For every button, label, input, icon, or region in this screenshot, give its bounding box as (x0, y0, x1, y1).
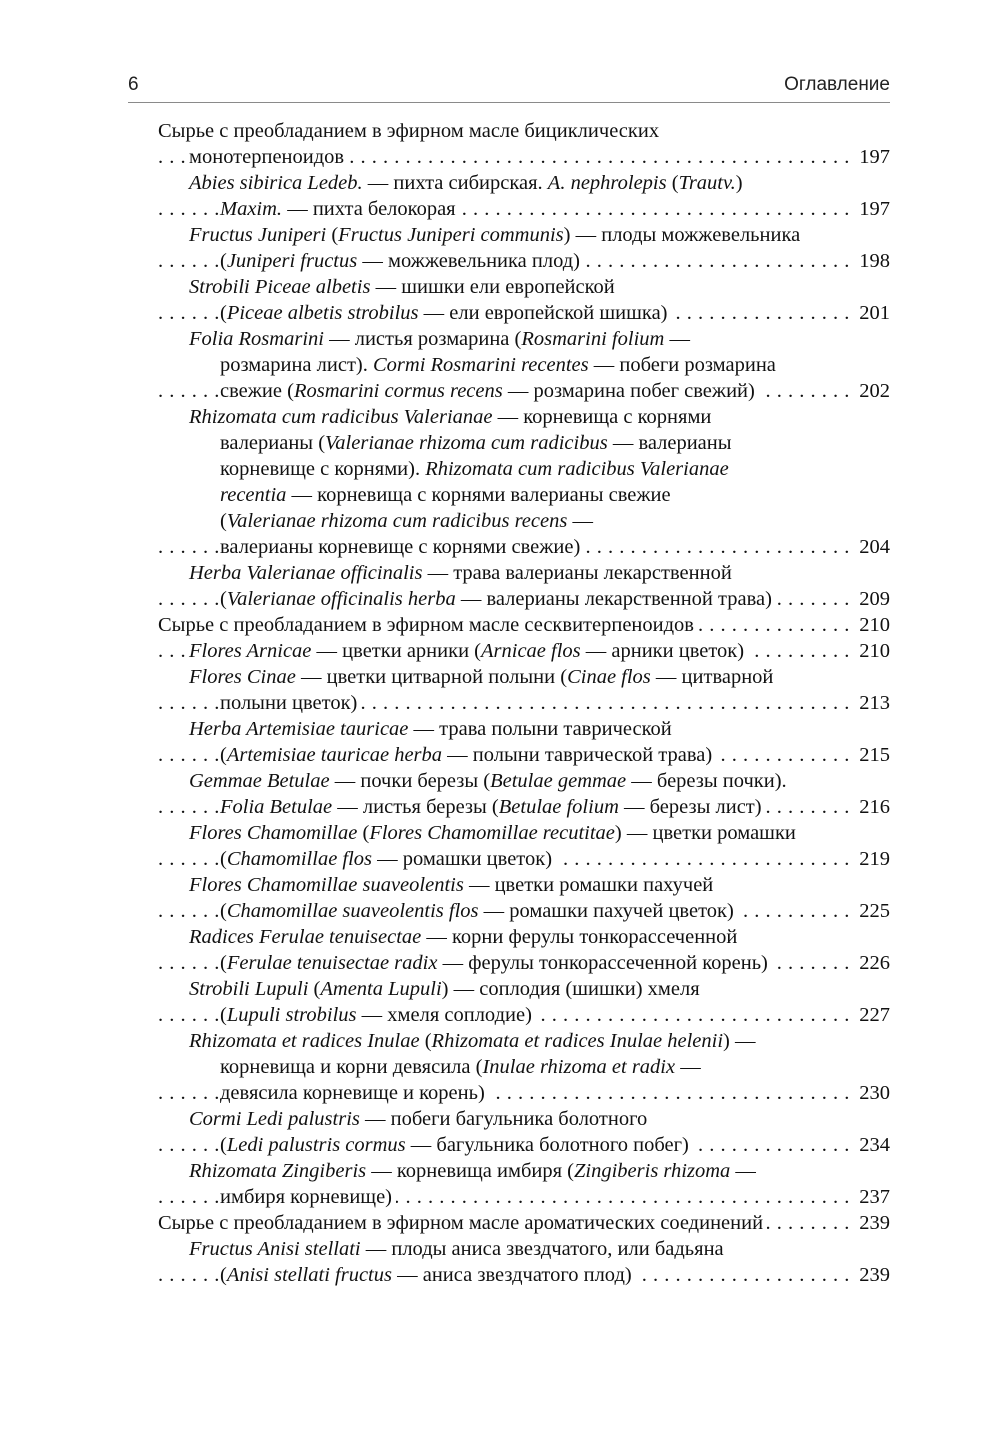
toc-entry-text (220, 1186, 396, 1208)
latin-term: Maxim. (220, 198, 283, 220)
toc-page-number: 239 (853, 1210, 890, 1236)
latin-term: Flores Chamomillae suaveolentis (189, 874, 464, 896)
toc-line (158, 144, 890, 170)
entry-text: — листья березы ( (332, 796, 499, 818)
entry-text: — цитварной (650, 666, 774, 688)
latin-term: Betulae gemmae (490, 770, 627, 792)
toc-entry-text (220, 1056, 705, 1078)
toc-page-number: 197 (853, 144, 890, 170)
latin-term: Fructus Juniperi communis (338, 224, 564, 246)
toc-entry-text (220, 1134, 693, 1156)
toc-line (158, 690, 890, 716)
entry-text: — багульника болотного побег) (405, 1134, 689, 1156)
toc-line (158, 1080, 890, 1106)
toc-line (158, 768, 890, 794)
entry-text: валерианы корневище с корнями свежие) (220, 536, 581, 558)
toc-line (158, 742, 890, 768)
entry-text: — цветки арники ( (311, 640, 481, 662)
toc-page-number: 219 (853, 846, 890, 872)
toc-entry-text (189, 1108, 651, 1130)
toc-entry-text (220, 848, 556, 870)
running-title: Оглавление (784, 74, 890, 95)
latin-term: Herba Valerianae officinalis (189, 562, 423, 584)
entry-text: — (730, 1160, 756, 1182)
entry-text: ) (735, 172, 743, 194)
toc-entry-text (220, 198, 460, 220)
toc-entry-text (189, 770, 791, 792)
toc-entry-text (220, 380, 759, 402)
latin-term: Valerianae officinalis herba (226, 588, 456, 610)
toc-line (158, 976, 890, 1002)
latin-term: Rhizomata cum radicibus Valerianae (425, 458, 729, 480)
latin-term: Strobili Lupuli (189, 978, 309, 1000)
entry-text: корневище с корнями). (220, 458, 426, 480)
latin-term: Juniperi fructus (226, 250, 358, 272)
latin-term: Flores Chamomillae recutitae (369, 822, 615, 844)
toc-line (158, 612, 890, 638)
toc-page-number: 237 (853, 1184, 890, 1210)
latin-term: Inulae rhizoma et radix (482, 1056, 676, 1078)
toc-line (158, 898, 890, 924)
entry-text: ) — (723, 1030, 756, 1052)
latin-term: Valerianae rhizoma cum radicibus (325, 432, 608, 454)
latin-term: Cinae flos (567, 666, 651, 688)
latin-term: Piceae albetis strobilus (226, 302, 419, 324)
toc-page-number: 230 (853, 1080, 890, 1106)
toc-entry-text (189, 328, 694, 350)
latin-term: Strobili Piceae albetis (189, 276, 371, 298)
toc-entry-text (158, 1212, 767, 1234)
entry-text: — корневища с корнями (492, 406, 712, 428)
toc-entry-text (220, 796, 766, 818)
toc-line (158, 1184, 890, 1210)
entry-text: ( (220, 952, 227, 974)
latin-term: Amenta Lupuli (320, 978, 442, 1000)
latin-term: Chamomillae flos (226, 848, 373, 870)
toc-entry-text (189, 224, 804, 246)
toc-entry-text (189, 666, 777, 688)
entry-text: — трава полыни таврической (408, 718, 672, 740)
entry-text: ( (666, 172, 679, 194)
toc-line (158, 586, 890, 612)
entry-text: — корневища с корнями валерианы свежие (286, 484, 671, 506)
toc-line (158, 482, 890, 508)
entry-text: ) — соплодия (шишки) хмеля (441, 978, 700, 1000)
toc-line (158, 1106, 890, 1132)
toc-entry-text (189, 978, 704, 1000)
toc-line (158, 1054, 890, 1080)
toc-entry-text (220, 692, 361, 714)
toc-page-number: 213 (853, 690, 890, 716)
entry-text: — ромашки цветок) (372, 848, 553, 870)
entry-text: — ромашки пахучей цветок) (478, 900, 734, 922)
toc-line (158, 508, 890, 534)
running-header (128, 72, 890, 103)
entry-text: — арники цветок) (580, 640, 745, 662)
entry-text: — корневища имбиря ( (366, 1160, 574, 1182)
toc-page-number: 216 (853, 794, 890, 820)
toc-entry-text (189, 718, 676, 740)
latin-term: Zingiberis rhizoma (574, 1160, 731, 1182)
toc-page-number: 215 (853, 742, 890, 768)
toc-entry-text (189, 276, 619, 298)
entry-text: девясила корневище и корень) (220, 1082, 485, 1104)
latin-term: Flores Arnicae (189, 640, 312, 662)
toc-entry-text (189, 640, 748, 662)
latin-term: Cormi Ledi palustris (189, 1108, 360, 1130)
latin-term: Rhizomata et radices Inulae (189, 1030, 420, 1052)
toc-line (158, 924, 890, 950)
latin-term: Rosmarini folium (521, 328, 665, 350)
toc-page-number: 225 (853, 898, 890, 924)
toc-page-number: 198 (853, 248, 890, 274)
entry-text: свежие ( (220, 380, 294, 402)
toc-entry-text (220, 1082, 489, 1104)
toc-entry-text (158, 120, 663, 142)
latin-term: Gemmae Betulae (189, 770, 330, 792)
toc-entry-text (189, 1030, 760, 1052)
toc-entry-text (189, 172, 747, 194)
toc-line (158, 300, 890, 326)
toc-entry-text (220, 354, 780, 376)
entry-text: — цветки цитварной полыни ( (295, 666, 568, 688)
toc-line (158, 196, 890, 222)
toc-entry-text (189, 1238, 728, 1260)
entry-text: — плоды аниса звездчатого, или бадьяна (360, 1238, 724, 1260)
entry-text: — березы почки). (626, 770, 787, 792)
entry-text: — трава валерианы лекарственной (422, 562, 732, 584)
latin-term: Ledi palustris cormus (226, 1134, 406, 1156)
entry-text: ( (220, 900, 227, 922)
toc-page-number: 234 (853, 1132, 890, 1158)
toc-entry-text (158, 614, 698, 636)
entry-text: ( (308, 978, 321, 1000)
toc-entry-text (220, 484, 675, 506)
latin-term: Artemisiae tauricae herba (226, 744, 443, 766)
latin-term: recentia (220, 484, 287, 506)
latin-term: Folia Betulae (220, 796, 333, 818)
toc-page-number: 226 (853, 950, 890, 976)
toc-line (158, 664, 890, 690)
latin-term: Rhizomata et radices Inulae helenii (431, 1030, 724, 1052)
toc-line (158, 1002, 890, 1028)
entry-text: — почки березы ( (329, 770, 491, 792)
toc-line (158, 1236, 890, 1262)
entry-text: Сырье с преобладанием в эфирном масле ароматических соединений (158, 1212, 764, 1234)
toc-line (158, 872, 890, 898)
toc-line (158, 1158, 890, 1184)
toc-entry-text (189, 562, 736, 584)
toc-entry-text (220, 744, 716, 766)
latin-term: Arnicae flos (481, 640, 581, 662)
entry-text: ( (326, 224, 339, 246)
latin-term: Cormi Rosmarini recentes (373, 354, 589, 376)
entry-text: — побеги розмарина (588, 354, 776, 376)
toc-entry-text (189, 822, 800, 844)
entry-text: корневища и корни девясила ( (220, 1056, 483, 1078)
toc-entry-text (220, 1004, 536, 1026)
table-of-contents (158, 118, 890, 1288)
toc-page-number: 210 (853, 612, 890, 638)
entry-text: — цветки ромашки пахучей (463, 874, 714, 896)
entry-text: — можжевельника плод) (357, 250, 581, 272)
toc-line (158, 404, 890, 430)
toc-entry-text (220, 1264, 636, 1286)
toc-entry-text (189, 146, 348, 168)
toc-line (158, 638, 890, 664)
entry-text: Сырье с преобладанием в эфирном масле сесквитерпеноидов (158, 614, 694, 636)
entry-text: полыни цветок) (220, 692, 358, 714)
latin-term: Folia Rosmarini (189, 328, 324, 350)
toc-entry-text (220, 536, 584, 558)
toc-line (158, 950, 890, 976)
toc-entry-text (220, 588, 776, 610)
entry-text: — валерианы (607, 432, 732, 454)
toc-page-number: 201 (853, 300, 890, 326)
entry-text: ( (357, 822, 370, 844)
entry-text: — ферулы тонкорассеченной корень) (437, 952, 768, 974)
entry-text: — березы лист) (618, 796, 762, 818)
entry-text: Сырье с преобладанием в эфирном масле бициклических (158, 120, 660, 142)
toc-entry-text (220, 302, 672, 324)
latin-term: Flores Cinae (189, 666, 296, 688)
latin-term: Rosmarini cormus recens (293, 380, 503, 402)
toc-entry-text (220, 250, 584, 272)
latin-term: Abies sibirica Ledeb. (189, 172, 363, 194)
toc-line (158, 534, 890, 560)
page-number: 6 (128, 74, 139, 95)
entry-text: розмарина лист). (220, 354, 373, 376)
entry-text: — валерианы лекарственной трава) (455, 588, 772, 610)
latin-term: A. nephrolepis (547, 172, 667, 194)
entry-text: — шишки ели европейской (370, 276, 615, 298)
toc-line (158, 1210, 890, 1236)
latin-term: Radices Ferulae tenuisectae (189, 926, 422, 948)
latin-term: Flores Chamomillae (189, 822, 358, 844)
toc-page-number: 210 (853, 638, 890, 664)
latin-term: Trautv. (678, 172, 736, 194)
entry-text: ) — плоды можжевельника (563, 224, 801, 246)
latin-term: Valerianae rhizoma cum radicibus recens (226, 510, 568, 532)
toc-line (158, 1132, 890, 1158)
toc-line (158, 1262, 890, 1288)
entry-text: — листья розмарина ( (323, 328, 522, 350)
entry-text: ( (220, 588, 227, 610)
entry-text: — корни ферулы тонкорассеченной (421, 926, 738, 948)
latin-term: Chamomillae suaveolentis flos (226, 900, 479, 922)
entry-text: ( (220, 848, 227, 870)
entry-text: ( (220, 1134, 227, 1156)
latin-term: Rhizomata cum radicibus Valerianae (189, 406, 493, 428)
toc-line (158, 274, 890, 300)
entry-text: — розмарина побег свежий) (502, 380, 755, 402)
toc-entry-text (189, 926, 741, 948)
toc-entry-text (220, 900, 738, 922)
toc-entry-text (189, 406, 715, 428)
latin-term: Fructus Anisi stellati (189, 1238, 361, 1260)
toc-page-number: 239 (853, 1262, 890, 1288)
entry-text: — пихта белокорая (282, 198, 456, 220)
toc-entry-text (220, 432, 736, 454)
toc-line (158, 222, 890, 248)
entry-text: ( (220, 1004, 227, 1026)
entry-text: валерианы ( (220, 432, 326, 454)
toc-entry-text (189, 874, 717, 896)
entry-text: ) — цветки ромашки (614, 822, 796, 844)
entry-text: — аниса звездчатого плод) (391, 1264, 632, 1286)
toc-line (158, 326, 890, 352)
toc-line (158, 716, 890, 742)
toc-page-number: 204 (853, 534, 890, 560)
toc-line (158, 846, 890, 872)
toc-line (158, 248, 890, 274)
entry-text: — (567, 510, 593, 532)
latin-term: Anisi stellati fructus (226, 1264, 392, 1286)
toc-page-number: 227 (853, 1002, 890, 1028)
toc-line (158, 430, 890, 456)
entry-text: ( (220, 744, 227, 766)
latin-term: Herba Artemisiae tauricae (189, 718, 409, 740)
toc-entry-text (189, 1160, 760, 1182)
latin-term: Betulae folium (498, 796, 619, 818)
latin-term: Lupuli strobilus (226, 1004, 357, 1026)
toc-line (158, 794, 890, 820)
toc-entry-text (220, 458, 733, 480)
latin-term: Rhizomata Zingiberis (189, 1160, 367, 1182)
toc-line (158, 352, 890, 378)
toc-line (158, 378, 890, 404)
latin-term: Fructus Juniperi (189, 224, 327, 246)
entry-text: — полыни таврической трава) (442, 744, 713, 766)
entry-text: — побеги багульника болотного (359, 1108, 648, 1130)
toc-line (158, 456, 890, 482)
entry-text: — (675, 1056, 701, 1078)
entry-text: имбиря корневище) (220, 1186, 392, 1208)
entry-text: ( (220, 510, 227, 532)
toc-line (158, 118, 890, 144)
toc-line (158, 1028, 890, 1054)
entry-text: ( (220, 250, 227, 272)
toc-page-number: 202 (853, 378, 890, 404)
latin-term: Ferulae tenuisectae radix (226, 952, 438, 974)
toc-entry-text (220, 510, 597, 532)
toc-line (158, 820, 890, 846)
entry-text: ( (220, 1264, 227, 1286)
toc-line (158, 560, 890, 586)
entry-text: — ели европейской шишка) (418, 302, 668, 324)
entry-text: — (664, 328, 690, 350)
toc-entry-text (220, 952, 772, 974)
entry-text: монотерпеноидов (189, 146, 345, 168)
entry-text: ( (419, 1030, 432, 1052)
entry-text: ( (220, 302, 227, 324)
toc-line (158, 170, 890, 196)
entry-text: — хмеля соплодие) (356, 1004, 532, 1026)
entry-text: — пихта сибирская. (362, 172, 548, 194)
toc-page-number: 197 (853, 196, 890, 222)
toc-page-number: 209 (853, 586, 890, 612)
